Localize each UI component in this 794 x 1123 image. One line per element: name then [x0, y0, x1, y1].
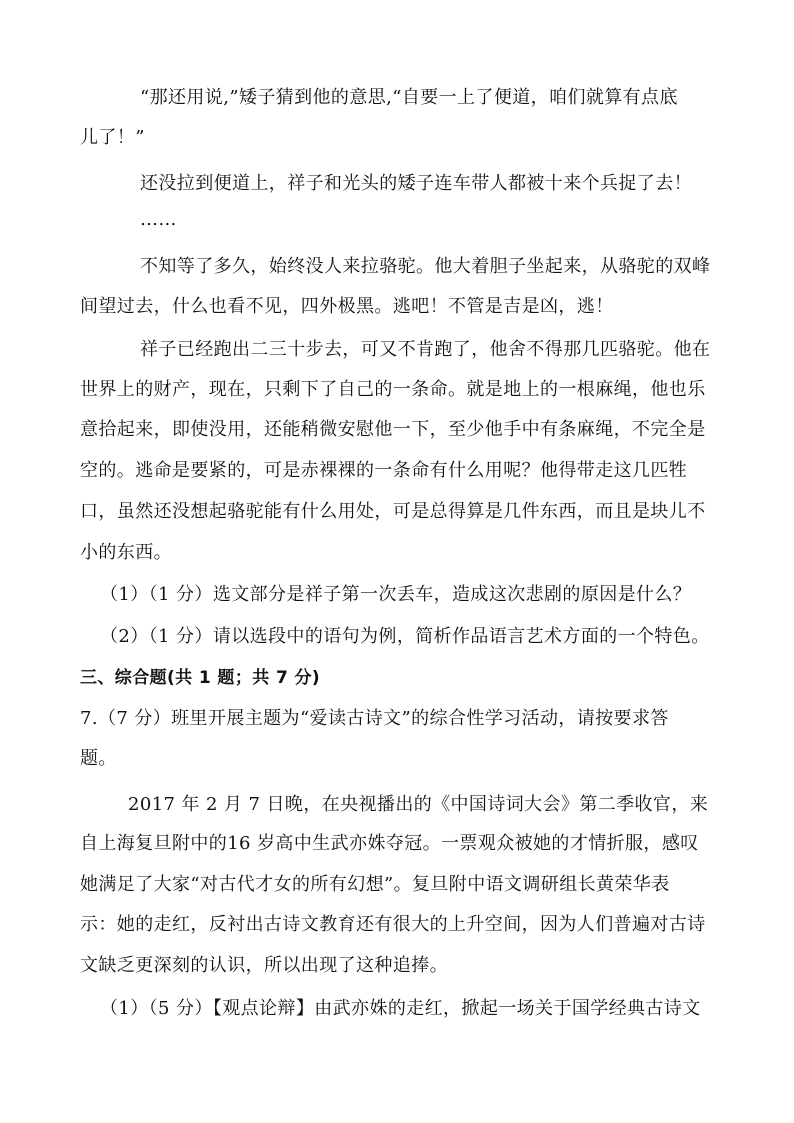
ellipsis-line: ……	[140, 209, 177, 230]
question-6-2: （2）（1 分）请以选段中的语句为例，简析作品语言艺术方面的一个特色。	[100, 626, 710, 647]
passage-line: 儿了！”	[80, 127, 145, 148]
section-heading: 三、综合题(共 1 题；共 7 分)	[80, 668, 321, 688]
passage-line: 世界上的财产，现在，只剩下了自己的一条命。就是地上的一根麻绳，他也乐	[80, 379, 706, 400]
material-line: 她满足了大家“对古代才女的所有幻想”。复旦附中语文调研组长黄荣华表	[80, 874, 670, 895]
passage-line: 空的。逃命是要紧的，可是赤裸裸的一条命有什么用呢？他得带走这几匹牲	[80, 460, 688, 481]
passage-line: “那还用说,”矮子猜到他的意思,“自要一上了便道，咱们就算有点底	[140, 87, 678, 108]
question-7-stem: 7.（7 分）班里开展主题为“爱读古诗文”的综合性学习活动，请按要求答	[80, 708, 669, 729]
passage-line: 口，虽然还没想起骆驼能有什么用处，可是总得算是几件东西，而且是块儿不	[80, 501, 706, 522]
question-7-1: （1）（5 分）【观点论辩】由武亦姝的走红，掀起一场关于国学经典古诗文	[100, 998, 701, 1019]
material-line: 文缺乏更深刻的认识，所以出现了这种追捧。	[80, 955, 448, 976]
passage-line: 小的东西。	[80, 542, 172, 563]
passage-line: 间望过去，什么也看不见，四外极黑。逃吧！不管是吉是凶，逃！	[80, 296, 614, 317]
material-line: 示：她的走红，反衬出古诗文教育还有很大的上升空间，因为人们普遍对古诗	[80, 914, 706, 935]
passage-line: 还没拉到便道上，祥子和光头的矮子连车带人都被十来个兵捉了去！	[140, 173, 692, 194]
passage-line: 祥子已经跑出二三十步去，可又不肯跑了，他舍不得那几匹骆驼。他在	[140, 339, 711, 360]
question-7-stem: 题。	[80, 748, 117, 769]
material-line: 自上海复旦附中的16 岁高中生武亦姝夺冠。一票观众被她的才情折服，感叹	[80, 833, 699, 854]
question-6-1: （1）（1 分）选文部分是祥子第一次丢车，造成这次悲剧的原因是什么？	[100, 584, 692, 605]
passage-line: 意拾起来，即使没用，还能稍微安慰他一下，至少他手中有条麻绳，不完全是	[80, 419, 706, 440]
material-line: 2017 年 2 月 7 日晚，在央视播出的《中国诗词大会》第二季收官，来	[128, 794, 709, 815]
passage-line: 不知等了多久，始终没人来拉骆驼。他大着胆子坐起来，从骆驼的双峰	[140, 256, 711, 277]
